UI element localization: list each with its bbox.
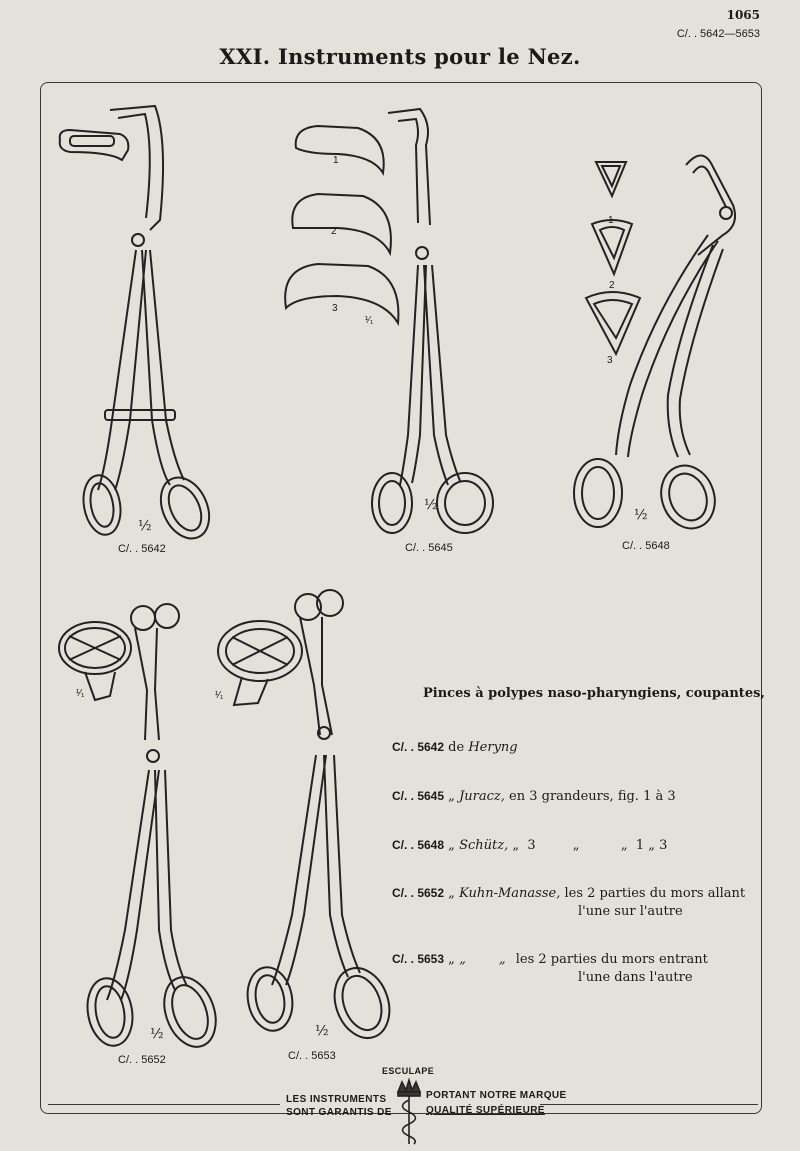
schutz-number-2: 2 [609, 280, 615, 291]
footer-right-line1: PORTANT NOTRE MARQUE [426, 1090, 567, 1101]
detail-scale-5653: ¹⁄₁ [215, 690, 224, 701]
scale-5645: ½ [424, 497, 438, 513]
legend-entry-5653 [392, 952, 708, 967]
scale-5642: ½ [138, 518, 152, 534]
legend-entry-5645 [392, 789, 676, 804]
forceps-5642-illustration [50, 100, 220, 550]
entry-prefix: de [448, 740, 465, 755]
forceps-5648-illustration [568, 145, 748, 545]
footer-right-line2: QUALITÉ SUPÉRIEURE [426, 1105, 545, 1116]
entry-description: les 2 parties du mors allant [564, 886, 746, 901]
page-title: XXI. Instruments pour le Nez. [219, 44, 581, 69]
figure-label-5648: C/. . 5648 [622, 540, 670, 552]
catalog-range: C/. . 5642—5653 [676, 28, 760, 40]
legend-entry-5653-line2: l'une dans l'autre [578, 970, 693, 985]
detail-scale-5652: ¹⁄₁ [76, 688, 85, 699]
entry-code: C/. . 5652 [392, 886, 445, 900]
figure-label-5653: C/. . 5653 [288, 1050, 336, 1062]
footer-brand: ESCULAPE [382, 1066, 435, 1076]
juracz-number-3: 3 [332, 303, 338, 314]
scale-5653: ½ [315, 1023, 329, 1039]
entry-code: C/. . 5645 [392, 789, 445, 803]
schutz-number-1: 1 [608, 215, 614, 226]
page-number: 1065 [726, 8, 760, 22]
entry-name: Juracz, [459, 789, 505, 804]
entry-code: C/. . 5642 [392, 740, 445, 754]
entry-prefix: „ [448, 886, 455, 901]
entry-code: C/. . 5653 [392, 952, 445, 966]
entry-code: C/. . 5648 [392, 838, 445, 852]
figure-label-5642: C/. . 5642 [118, 543, 166, 555]
entry-prefix: „ [448, 838, 455, 853]
forceps-5645-illustration [360, 105, 510, 545]
entry-description: les 2 parties du mors entrant [515, 952, 708, 967]
footer-rule-right [540, 1104, 758, 1105]
entry-prefix: „ [448, 952, 455, 967]
entry-name: „ „ [459, 952, 506, 967]
footer-rule-left [48, 1104, 280, 1105]
legend-entry-5648 [392, 838, 667, 853]
juracz-number-1: 1 [333, 155, 339, 166]
entry-description: „ 3 „ „ 1 „ 3 [512, 838, 668, 853]
legend-title: Pinces à polypes naso-pharyngiens, coupantes, [423, 686, 765, 701]
entry-prefix: „ [448, 789, 455, 804]
footer-left-line2: SONT GARANTIS DE [286, 1107, 392, 1118]
legend-entry-5652-line2: l'une sur l'autre [578, 904, 683, 919]
entry-description: en 3 grandeurs, fig. 1 à 3 [509, 789, 676, 804]
figure-label-5645: C/. . 5645 [405, 542, 453, 554]
legend-entry-5652 [392, 886, 745, 901]
juracz-number-2: 2 [331, 226, 337, 237]
entry-name: Kuhn-Manasse, [459, 886, 561, 901]
scale-5648: ½ [634, 507, 648, 523]
schutz-number-3: 3 [607, 355, 613, 366]
juracz-detail-scale: ¹⁄₁ [365, 315, 374, 326]
forceps-5653-illustration [212, 585, 402, 1045]
legend-entry-5642 [392, 740, 518, 755]
figure-label-5652: C/. . 5652 [118, 1054, 166, 1066]
forceps-5652-illustration [55, 600, 235, 1060]
entry-name: Heryng [468, 740, 518, 755]
esculape-crown-snake-logo [394, 1078, 424, 1148]
scale-5652: ½ [150, 1026, 164, 1042]
footer-left-line1: LES INSTRUMENTS [286, 1094, 387, 1105]
entry-name: Schütz, [459, 838, 509, 853]
